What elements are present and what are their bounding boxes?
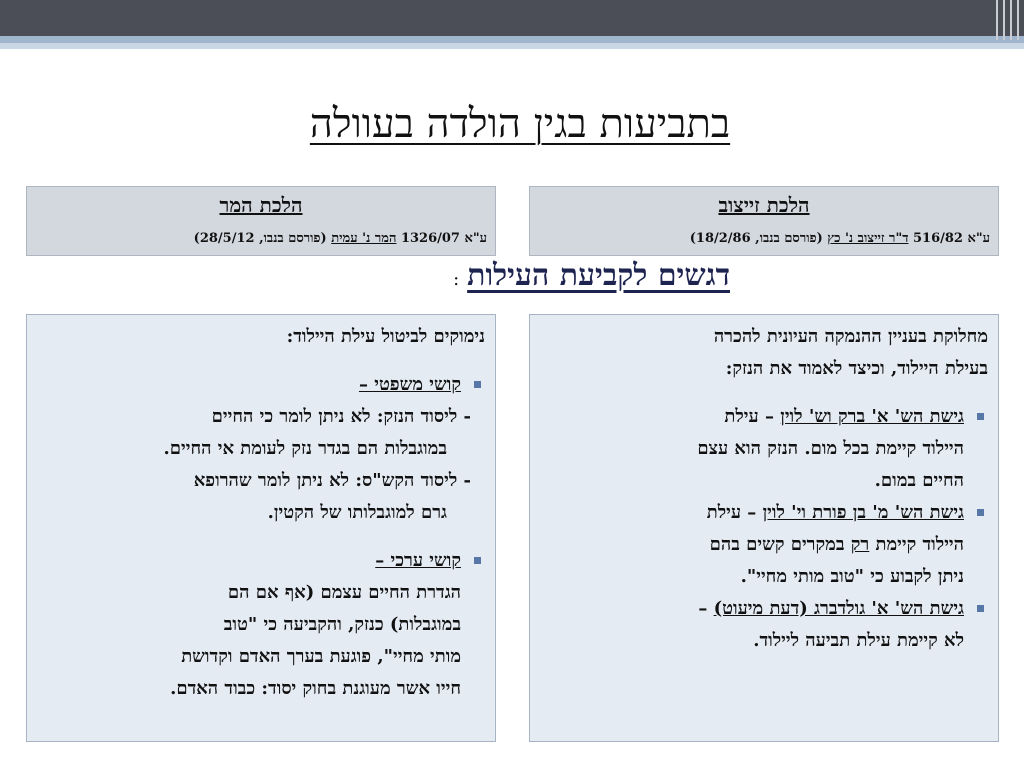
bullet-value: קושי ערכי – [37, 545, 485, 577]
left-heading: הלכת המר [219, 193, 303, 217]
slide-title: בתביעות בגין הולדה בעוולה [309, 101, 731, 147]
right-intro: מחלוקת בעניין ההנמקה העיונית להכרה [713, 326, 988, 347]
edge-line [1017, 0, 1019, 40]
legal-line: גרם למוגבלותו של הקטין. [267, 502, 447, 523]
benporat-line: ניתן לקבוע כי "טוב מותי מחיי". [740, 566, 964, 587]
edge-line [996, 0, 998, 40]
value-line: מותי מחיי", פוגעת בערך האדם וקדושת [181, 646, 461, 667]
right-intro: בעילת היילוד, וכיצד לאמוד את הנזק: [725, 358, 988, 379]
top-banner [0, 0, 1024, 36]
value-line: חייו אשר מעוגנת בחוק יסוד: כבוד האדם. [170, 678, 461, 699]
bullet-legal: קושי משפטי – [37, 369, 485, 401]
benporat-line: היילוד קיימת רק במקרים קשים בהם [709, 534, 964, 555]
legal-line: - ליסוד הקש"ס: לא ניתן לומר שהרופא [193, 470, 471, 491]
edge-line [1010, 0, 1012, 40]
right-header-box [529, 186, 999, 256]
goldberg-line: לא קיימת עילת תביעה ליילוד. [753, 630, 964, 651]
top-stripe-light [0, 43, 1024, 49]
edge-line [1003, 0, 1005, 40]
bullet-benporat: גישת הש' מ' בן פורת וי' לוין – עילת [540, 497, 988, 529]
left-header-box [26, 186, 496, 256]
legal-line: במוגבלות הם בגדר נזק לעומת אי החיים. [163, 438, 447, 459]
right-heading: הלכת זייצוב [718, 193, 810, 217]
right-citation: ע"א 516/82 ד"ר זייצוב נ' כץ (פורסם בנבו, 18/2/86) [689, 231, 990, 246]
value-line: במוגבלות) כנזק, והקביעה כי "טוב [223, 614, 461, 635]
legal-line: - ליסוד הנזק: לא ניתן לומר כי החיים [211, 406, 471, 427]
left-content-box [26, 314, 496, 742]
top-stripe [0, 36, 1024, 43]
section-subtitle: דגשים לקביעת העילות: [453, 258, 730, 293]
left-intro: נימוקים לביטול עילת היילוד: [286, 326, 485, 347]
right-content-box [529, 314, 999, 742]
value-line: הגדרת החיים עצמם (אף אם הם [227, 582, 461, 603]
bullet-goldberg: גישת הש' א' גולדברג (דעת מיעוט) – [540, 593, 988, 625]
barak-line: החיים במום. [874, 470, 964, 491]
barak-line: היילוד קיימת בכל מום. הנזק הוא עצם [697, 438, 964, 459]
left-citation: ע"א 1326/07 המר נ' עמית (פורסם בנבו, 28/5/12) [193, 231, 487, 246]
bullet-barak: גישת הש' א' ברק וש' לוין – עילת [540, 401, 988, 433]
